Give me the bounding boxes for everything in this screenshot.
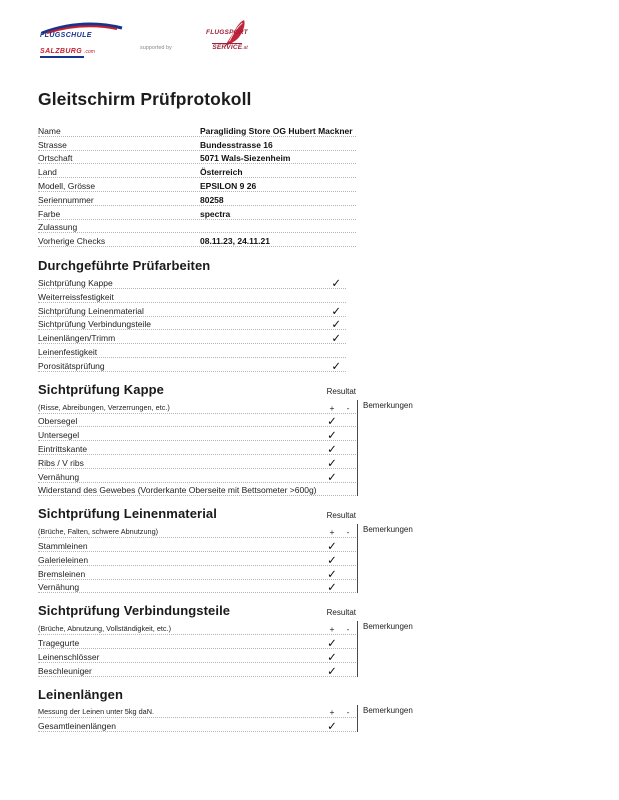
resultat-label: Resultat <box>326 386 356 396</box>
info-row <box>38 192 356 206</box>
checkmark-icon: ✓ <box>327 568 337 581</box>
check-row <box>38 455 356 469</box>
info-field-value: 80258 <box>200 194 224 205</box>
check-row-label: Beschleuniger <box>38 665 92 676</box>
check-table-header-row <box>38 621 356 635</box>
section-heading-row <box>38 382 356 397</box>
plus-column-header: + <box>329 707 335 718</box>
check-row-label: Vernähung <box>38 471 80 482</box>
info-field-value: 08.11.23, 24.11.21 <box>200 236 270 247</box>
criteria-label: Messung der Leinen unter 5kg daN. <box>38 707 155 717</box>
check-row <box>38 483 356 497</box>
work-row-label: Sichtprüfung Verbindungsteile <box>38 319 151 330</box>
check-row <box>38 663 356 677</box>
plus-cell <box>324 570 340 579</box>
checkmark-icon: ✓ <box>327 637 337 650</box>
checkmark-icon: ✓ <box>331 319 341 332</box>
check-table-header-row <box>38 705 356 719</box>
flugschule-logo-suffix: .com <box>84 49 95 55</box>
info-field-label: Strasse <box>38 139 67 150</box>
check-table-left <box>38 621 356 676</box>
bemerkungen-label: Bemerkungen <box>363 705 413 715</box>
check-row-label: Widerstand des Gewebes (Vorderkante Oberseite mit Bettsometer >600g) <box>38 485 317 496</box>
info-field-value: Paragliding Store OG Hubert Mackner <box>200 125 353 136</box>
check-row <box>38 635 356 649</box>
plus-column-header: + <box>329 624 335 635</box>
info-field-label: Farbe <box>38 208 61 219</box>
check-rows <box>38 635 356 676</box>
section-title: Sichtprüfung Leinenmaterial <box>38 506 217 522</box>
check-rows <box>38 538 356 593</box>
work-row-label: Leinenfestigkeit <box>38 346 98 357</box>
flugsport-logo-text <box>206 29 248 54</box>
check-table <box>38 400 619 497</box>
plus-cell <box>324 486 340 495</box>
work-row-label: Sichtprüfung Leinenmaterial <box>38 305 144 316</box>
plus-cell <box>324 639 340 648</box>
work-row <box>38 289 346 303</box>
section-sichtprufung-verbindungsteile <box>38 603 619 676</box>
checkmark-icon: ✓ <box>327 665 337 678</box>
flugsport-logo-suffix: .at <box>242 45 248 51</box>
work-row-label: Weiterreissfestigkeit <box>38 291 114 302</box>
info-row <box>38 206 356 220</box>
section-title: Sichtprüfung Kappe <box>38 381 165 397</box>
flugsport-logo-line1: FLUGSPORT <box>206 29 248 36</box>
minus-column-header: - <box>346 527 350 538</box>
criteria-label: (Brüche, Falten, schwere Abnutzung) <box>38 527 159 537</box>
check-row <box>38 427 356 441</box>
info-row <box>38 123 356 137</box>
checkmark-icon: ✓ <box>327 540 337 553</box>
check-row <box>38 580 356 594</box>
checkmark-icon: ✓ <box>327 416 337 429</box>
info-field-label: Modell, Grösse <box>38 180 96 191</box>
check-rows <box>38 718 356 732</box>
plus-cell <box>324 459 340 468</box>
check-table <box>38 621 619 676</box>
check-rows <box>38 414 356 497</box>
checkmark-icon: ✓ <box>327 443 337 456</box>
info-field-label: Vorherige Checks <box>38 236 106 247</box>
check-table-left <box>38 705 356 733</box>
flugsport-logo-line2: SERVICE <box>212 44 243 51</box>
info-row <box>38 151 356 165</box>
minus-column-header: - <box>346 402 350 413</box>
check-row-label: Gesamtleinenlängen <box>38 721 116 732</box>
check-row <box>38 538 356 552</box>
work-row <box>38 344 346 358</box>
flugsport-service-logo <box>182 22 248 58</box>
check-table <box>38 524 619 593</box>
plus-cell <box>324 445 340 454</box>
info-field-label: Land <box>38 167 57 178</box>
section-heading-row <box>38 687 356 702</box>
plus-cell <box>324 653 340 662</box>
info-row <box>38 178 356 192</box>
bemerkungen-column <box>357 400 433 497</box>
work-row <box>38 275 346 289</box>
section-heading-row <box>38 603 356 618</box>
checkmark-icon: ✓ <box>327 721 337 734</box>
check-row <box>38 566 356 580</box>
check-row <box>38 441 356 455</box>
check-row-label: Untersegel <box>38 430 80 441</box>
check-row-label: Ribs / V ribs <box>38 457 84 468</box>
section-title: Leinenlängen <box>38 686 123 702</box>
section-heading-row <box>38 506 356 521</box>
check-row <box>38 718 356 732</box>
resultat-label: Resultat <box>326 608 356 618</box>
criteria-label: (Risse, Abreibungen, Verzerrungen, etc.) <box>38 402 170 412</box>
info-field-label: Ortschaft <box>38 153 73 164</box>
section-leinenlaengen <box>38 687 619 733</box>
info-field-value: Österreich <box>200 167 243 178</box>
bemerkungen-column <box>357 524 433 593</box>
check-table-header-row <box>38 524 356 538</box>
check-row-label: Vernähung <box>38 582 80 593</box>
work-row <box>38 330 346 344</box>
check-table-left <box>38 524 356 593</box>
plus-cell <box>324 721 340 734</box>
checkmark-icon: ✓ <box>327 471 337 484</box>
info-field-label: Seriennummer <box>38 194 94 205</box>
info-row <box>38 220 356 234</box>
work-checklist <box>38 275 346 372</box>
checkmark-icon: ✓ <box>331 333 341 346</box>
checkmark-icon: ✓ <box>331 305 341 318</box>
check-table-left <box>38 400 356 497</box>
plus-cell <box>324 473 340 482</box>
info-field-value: Bundesstrasse 16 <box>200 139 273 150</box>
checkmark-icon: ✓ <box>327 554 337 567</box>
bemerkungen-column <box>357 621 433 676</box>
flugschule-salzburg-logo <box>40 21 126 58</box>
check-row-label: Stammleinen <box>38 540 88 551</box>
info-row <box>38 164 356 178</box>
check-row <box>38 469 356 483</box>
info-row <box>38 137 356 151</box>
page-title: Gleitschirm Prüfprotokoll <box>38 89 252 109</box>
plus-column-header: + <box>329 527 335 538</box>
check-row-label: Galerieleinen <box>38 554 89 565</box>
checkmark-icon: ✓ <box>327 582 337 595</box>
plus-cell <box>324 430 340 443</box>
bemerkungen-label: Bemerkungen <box>363 525 413 535</box>
info-field-label: Zulassung <box>38 222 78 233</box>
checkmark-icon: ✓ <box>327 457 337 470</box>
section-sichtprufung-kappe <box>38 382 619 497</box>
check-row-label: Obersegel <box>38 416 78 427</box>
info-row <box>38 233 356 247</box>
bemerkungen-label: Bemerkungen <box>363 400 413 410</box>
work-row-label: Sichtprüfung Kappe <box>38 277 113 288</box>
section-title-prufarbeiten: Durchgeführte Prüfarbeiten <box>38 258 211 274</box>
section-sichtprufung-leinenmaterial <box>38 506 619 593</box>
plus-cell <box>324 542 340 551</box>
info-field-value: spectra <box>200 208 231 219</box>
flugschule-logo-line2: SALZBURG <box>40 48 84 58</box>
checkmark-icon: ✓ <box>327 430 337 443</box>
check-row-label: Leinenschlösser <box>38 651 100 662</box>
check-row-label: Eintrittskante <box>38 443 88 454</box>
resultat-label: Resultat <box>326 511 356 521</box>
check-row <box>38 552 356 566</box>
plus-cell <box>324 556 340 565</box>
check-row <box>38 649 356 663</box>
check-table <box>38 705 619 733</box>
work-row-label: Porositätsprüfung <box>38 360 105 371</box>
info-table <box>38 123 356 247</box>
info-field-label: Name <box>38 125 61 136</box>
check-row-label: Tragegurte <box>38 637 80 648</box>
flugschule-logo-line1: FLUGSCHULE <box>40 32 92 39</box>
plus-cell <box>324 582 340 595</box>
section-title: Sichtprüfung Verbindungsteile <box>38 603 231 619</box>
header <box>40 22 619 58</box>
plus-cell <box>324 416 340 429</box>
info-field-value: 5071 Wals-Siezenheim <box>200 153 291 164</box>
plus-cell <box>324 667 340 676</box>
minus-column-header: - <box>346 624 350 635</box>
check-row <box>38 414 356 428</box>
info-field-value: EPSILON 9 26 <box>200 180 257 191</box>
work-row-label: Leinenlängen/Trimm <box>38 333 116 344</box>
check-row-label: Bremsleinen <box>38 568 86 579</box>
checkmark-icon: ✓ <box>331 277 341 290</box>
check-table-header-row <box>38 400 356 414</box>
checkmark-icon: ✓ <box>327 651 337 664</box>
work-row <box>38 303 346 317</box>
checkmark-icon: ✓ <box>331 360 341 373</box>
work-row <box>38 358 346 372</box>
supported-by-label: supported by <box>140 45 172 51</box>
minus-column-header: - <box>346 707 350 718</box>
bemerkungen-label: Bemerkungen <box>363 622 413 632</box>
criteria-label: (Brüche, Abnutzung, Vollständigkeit, etc.) <box>38 624 172 634</box>
bemerkungen-column <box>357 705 433 733</box>
plus-column-header: + <box>329 402 335 413</box>
work-row <box>38 317 346 331</box>
